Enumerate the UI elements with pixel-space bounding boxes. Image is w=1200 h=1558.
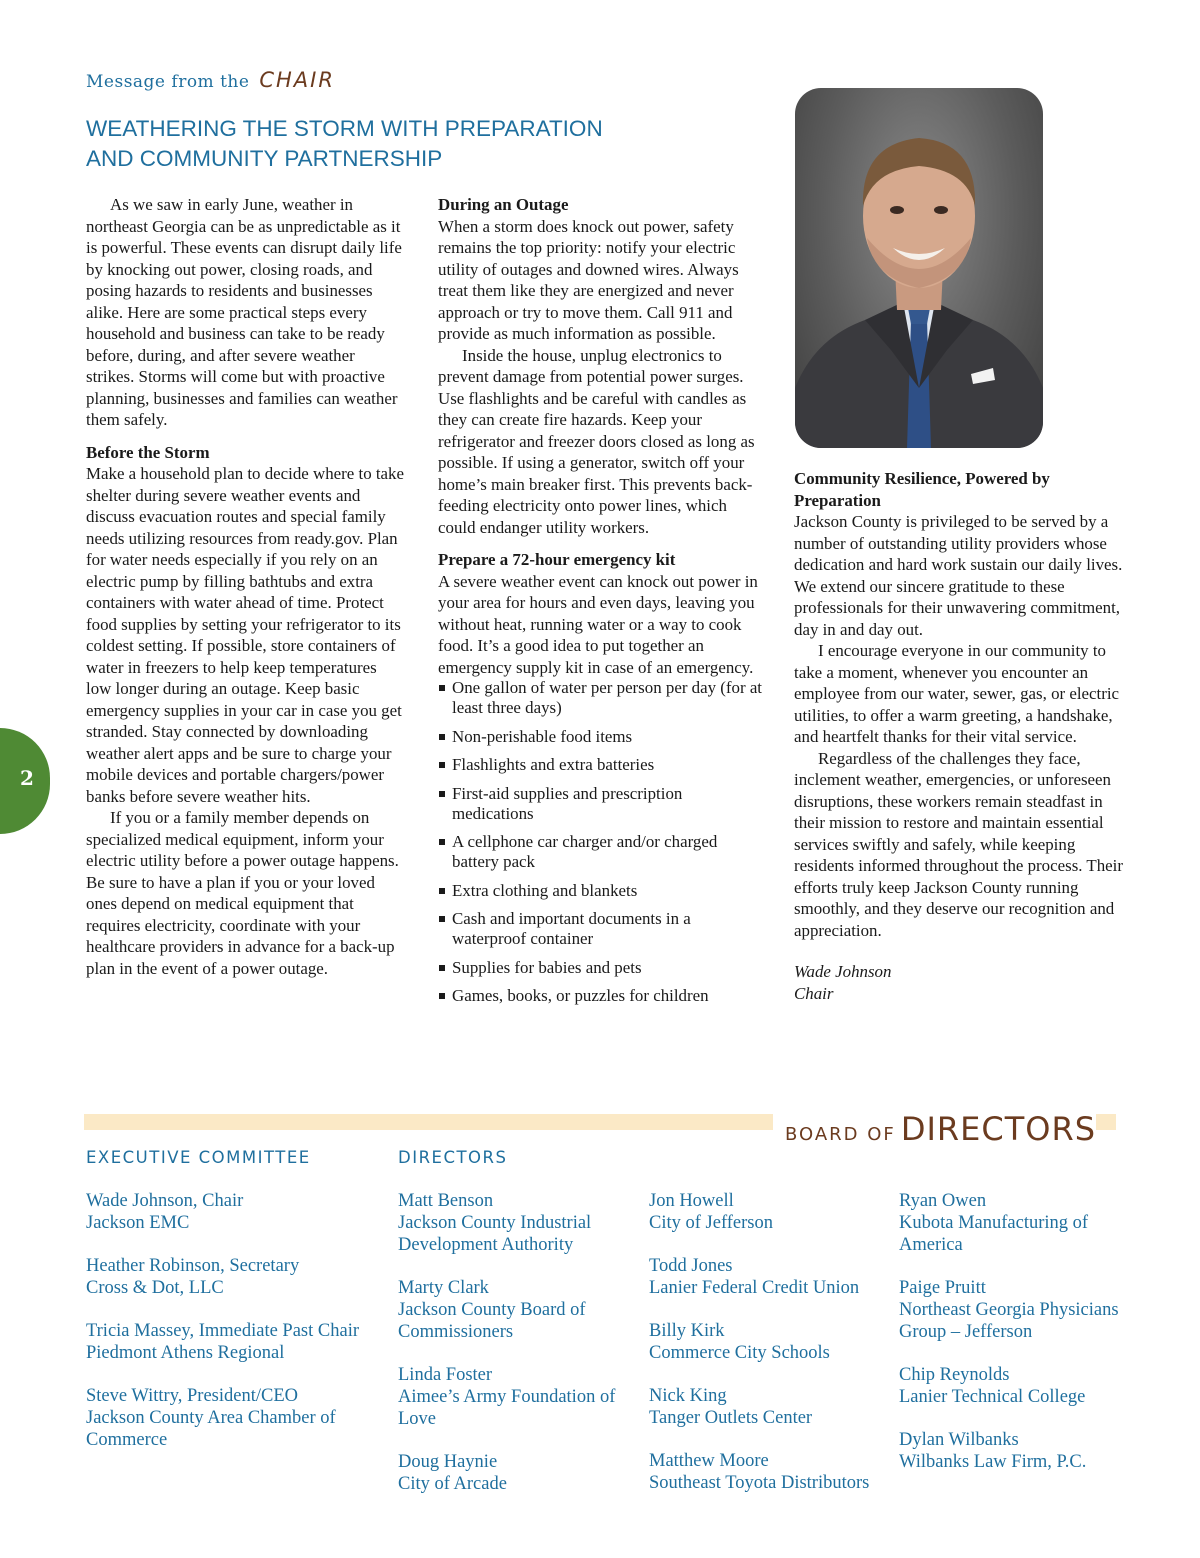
board-member: Billy Kirk Commerce City Schools xyxy=(649,1321,830,1363)
section-label-text: Message from the xyxy=(86,72,250,92)
article-headline xyxy=(86,114,706,174)
directors-heading: DIRECTORS xyxy=(398,1148,508,1167)
kit-list xyxy=(438,678,763,1006)
executive-committee-heading: EXECUTIVE COMMITTEE xyxy=(86,1148,311,1167)
board-title-big: DIRECTORS xyxy=(900,1110,1096,1148)
portrait-illustration xyxy=(795,88,1043,448)
board-member: Matthew Moore Southeast Toyota Distributors xyxy=(649,1451,870,1493)
headline-line-1: WEATHERING THE STORM WITH PREPARATION xyxy=(86,116,603,141)
directors-list-3 xyxy=(899,1190,1119,1494)
directors-list-2 xyxy=(649,1190,869,1515)
outage-paragraph: When a storm does knock out power, safety remains the top priority: notify your electric utility of outages and downed wires. Always treat them like they are energized and never approach or try to move them. Call 911 and provide as much information as possible. xyxy=(438,216,739,343)
chair-portrait-photo xyxy=(795,88,1043,448)
board-member: Steve Wittry, President/CEO Jackson County Area Chamber of Commerce xyxy=(86,1386,336,1450)
kit-item: Flashlights and extra batteries xyxy=(438,755,763,775)
board-member: Todd Jones Lanier Federal Credit Union xyxy=(649,1256,860,1298)
board-member: Marty Clark Jackson County Board of Commissioners xyxy=(398,1278,586,1342)
before-storm-paragraph: Make a household plan to decide where to take shelter during severe weather events and discuss evacuation routes and special family needs utilizing resources from ready.gov. Plan for water needs especially if you rely on an electric pump by filling bathtubs and extra containers with water ahead of time. Protect food supplies by setting your refrigerator to its coldest setting. If possible, store containers of water in freezers to help keep temperatures low longer during an outage. Keep basic emergency supplies in your car in case you get stranded. Stay connected by downloading weather alert apps and be sure to charge your mobile devices and portable chargers/power banks before severe weather hits. xyxy=(86,464,404,806)
board-member: Nick King Tanger Outlets Center xyxy=(649,1386,813,1428)
kit-item: Non-perishable food items xyxy=(438,727,763,747)
board-member: Ryan Owen Kubota Manufacturing of America xyxy=(899,1191,1089,1255)
article-column-1 xyxy=(86,194,406,979)
executive-committee-list xyxy=(86,1190,359,1472)
kit-item: Supplies for babies and pets xyxy=(438,958,763,978)
bullet-icon xyxy=(439,965,445,971)
kit-paragraph: A severe weather event can knock out power in your area for hours and even days, leaving you without heat, running water or a way to cook food. It’s a good idea to put together an emergency supply kit in case of an emergency. xyxy=(438,571,758,677)
kit-item: Cash and important documents in a waterproof container xyxy=(438,909,763,949)
article-column-2 xyxy=(438,194,763,1015)
resilience-paragraph-2: I encourage everyone in our community to take a moment, whenever you encounter an employee from our water, sewer, gas, or electric utilities, to offer a warm greeting, a handshake, and heartfelt thanks for their vital service. xyxy=(794,641,1120,746)
board-member: Dylan Wilbanks Wilbanks Law Firm, P.C. xyxy=(899,1430,1087,1472)
intro-paragraph: As we saw in early June, weather in northeast Georgia can be as unpredictable as it is powerful. These events can disrupt daily life by knocking out power, closing roads, and posing hazards to residents and businesses alike. Here are some practical steps every household and business can take to be ready before, during, and after severe weather strikes. Storms will come but with proactive planning, businesses and families can weather them safely. xyxy=(86,195,402,429)
section-label-accent: CHAIR xyxy=(259,68,335,92)
directors-list-1 xyxy=(398,1190,615,1516)
kit-item: One gallon of water per person per day (for at least three days) xyxy=(438,678,763,718)
bullet-icon xyxy=(439,762,445,768)
outage-heading: During an Outage xyxy=(438,195,569,214)
board-member: Paige Pruitt Northeast Georgia Physicians Group – Jefferson xyxy=(899,1278,1119,1342)
kit-heading: Prepare a 72-hour emergency kit xyxy=(438,550,676,569)
signature-title: Chair xyxy=(794,983,834,1003)
inside-house-paragraph: Inside the house, unplug electronics to prevent damage from potential power surges. Use flashlights and be careful with candles as they can create fire hazards. Keep your refrigerator and freezer doors closed as long as possible. If using a generator, switch off your home’s main breaker first. This prevents back-feeding electricity onto power lines, which could endanger utility workers. xyxy=(438,345,755,537)
medical-equipment-paragraph: If you or a family member depends on specialized medical equipment, inform your electric utility before a power outage happens. Be sure to have a plan if you or your loved ones depend on medical equipment that requires electricity, coordinate with your healthcare providers in advance for a back-up plan in the event of a power outage. xyxy=(86,808,399,978)
board-member: Tricia Massey, Immediate Past Chair Piedmont Athens Regional xyxy=(86,1321,360,1363)
board-title xyxy=(773,1110,1096,1148)
board-member: Matt Benson Jackson County Industrial Development Authority xyxy=(398,1191,592,1255)
bullet-icon xyxy=(439,839,445,845)
resilience-heading: Community Resilience, Powered by Preparation xyxy=(794,469,1050,510)
board-member: Jon Howell City of Jefferson xyxy=(649,1191,773,1233)
kit-item: First-aid supplies and prescription medications xyxy=(438,784,763,824)
resilience-paragraph-1: Jackson County is privileged to be served by a number of outstanding utility providers whose dedication and hard work sustain our daily lives. We extend our sincere gratitude to these professionals for their unwavering commitment, day in and day out. xyxy=(794,512,1123,639)
board-member: Wade Johnson, Chair Jackson EMC xyxy=(86,1191,244,1233)
section-label xyxy=(86,68,335,92)
board-member: Doug Haynie City of Arcade xyxy=(398,1452,507,1494)
before-storm-heading: Before the Storm xyxy=(86,442,210,462)
headline-line-2: AND COMMUNITY PARTNERSHIP xyxy=(86,146,443,171)
signature-name: Wade Johnson xyxy=(794,962,892,981)
kit-item: A cellphone car charger and/or charged battery pack xyxy=(438,832,763,872)
board-title-small: BOARD OF xyxy=(784,1124,896,1145)
page-number: 2 xyxy=(20,766,34,790)
bullet-icon xyxy=(439,993,445,999)
signature-block xyxy=(794,961,1124,1004)
bullet-icon xyxy=(439,888,445,894)
board-member: Heather Robinson, Secretary Cross & Dot, LLC xyxy=(86,1256,300,1298)
bullet-icon xyxy=(439,685,445,691)
resilience-paragraph-3: Regardless of the challenges they face, inclement weather, emergencies, or unforeseen disruptions, these workers remain steadfast in their mission to restore and maintain essential services swiftly and safely, while keeping residents informed throughout the process. Their efforts truly keep Jackson County running smoothly, and they deserve our recognition and appreciation. xyxy=(794,748,1123,940)
kit-item: Extra clothing and blankets xyxy=(438,881,763,901)
board-member: Chip Reynolds Lanier Technical College xyxy=(899,1365,1086,1407)
bullet-icon xyxy=(439,791,445,797)
bullet-icon xyxy=(439,734,445,740)
article-column-3 xyxy=(794,468,1124,1004)
board-member: Linda Foster Aimee’s Army Foundation of Love xyxy=(398,1365,616,1429)
bullet-icon xyxy=(439,916,445,922)
kit-item: Games, books, or puzzles for children xyxy=(438,986,763,1006)
